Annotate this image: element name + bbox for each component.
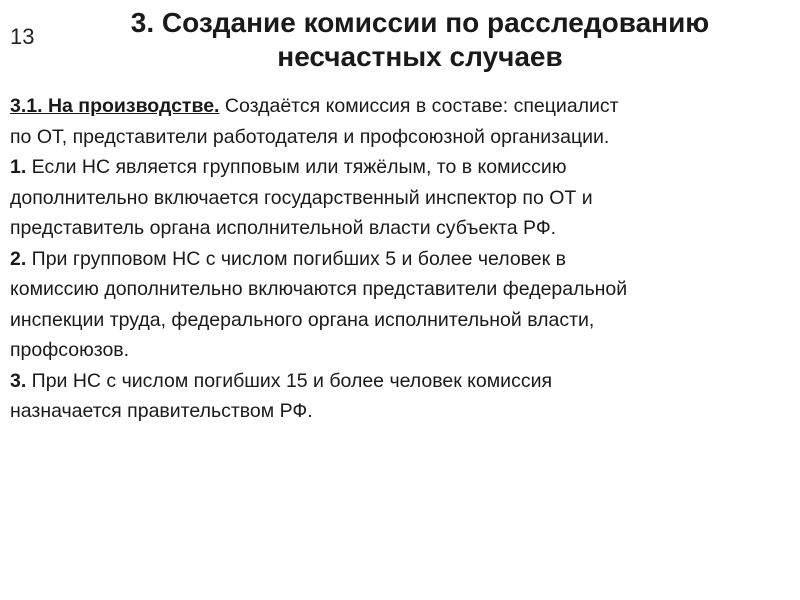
list-item-3 bbox=[10, 366, 795, 427]
item-2-line-2: комиссию дополнительно включаются представители федеральной bbox=[10, 278, 628, 300]
intro-heading: 3.1. На производстве. bbox=[10, 95, 220, 117]
slide-body bbox=[10, 91, 795, 427]
item-2-line-4: профсоюзов. bbox=[10, 339, 130, 361]
title-line-2: несчастных случаев bbox=[277, 41, 563, 72]
intro-line-1 bbox=[10, 91, 795, 122]
item-1-marker: 1. bbox=[10, 156, 27, 178]
intro-paragraph bbox=[10, 91, 795, 152]
item-1-line-1 bbox=[10, 152, 795, 183]
title-line-1: 3. Создание комиссии по расследованию bbox=[130, 7, 710, 38]
list-item-1 bbox=[10, 152, 795, 244]
list-item-2 bbox=[10, 244, 795, 366]
item-3-line-1-text: При НС с числом погибших 15 и более человек комиссия bbox=[26, 369, 553, 392]
slide-title bbox=[55, 6, 785, 74]
item-2-marker: 2. bbox=[10, 247, 27, 270]
item-1-line-3: представитель органа исполнительной власти субъекта РФ. bbox=[10, 217, 557, 239]
item-3-marker: 3. bbox=[10, 369, 27, 392]
slide-number: 13 bbox=[10, 24, 35, 49]
intro-line-2: по ОТ, представители работодателя и профсоюзной организации. bbox=[10, 125, 610, 148]
intro-line-1-text: Создаётся комиссия в составе: специалист bbox=[219, 95, 619, 117]
item-3-line-2: назначается правительством РФ. bbox=[10, 400, 313, 422]
item-1-line-2: дополнительно включается государственный инспектор по ОТ и bbox=[10, 186, 593, 209]
item-2-line-1 bbox=[10, 244, 795, 275]
item-2-line-3: инспекции труда, федерального органа исполнительной власти, bbox=[10, 308, 595, 331]
item-3-line-1 bbox=[10, 366, 795, 397]
item-1-line-1-text: Если НС является групповым или тяжёлым, то в комиссию bbox=[26, 156, 567, 178]
item-2-line-1-text: При групповом НС с числом погибших 5 и более человек в bbox=[26, 247, 566, 270]
